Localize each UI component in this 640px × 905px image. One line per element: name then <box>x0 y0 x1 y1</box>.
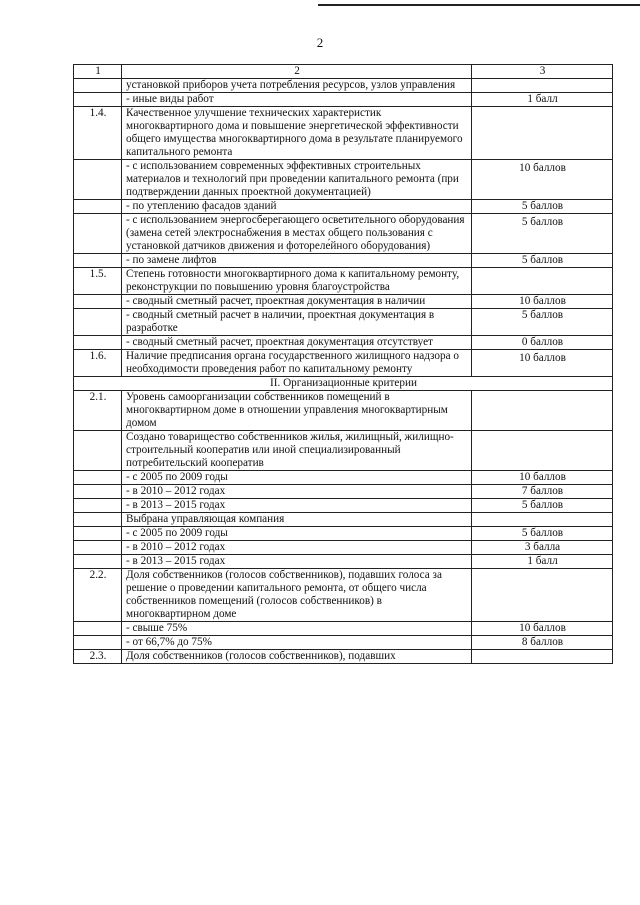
criterion-text: Доля собственников (голосов собственников), подавших голоса за решение о проведении капитального ремонта, от общего числа собственников помещений (голосов собственников) в многоквартирном доме <box>122 569 472 622</box>
row-number <box>74 79 122 93</box>
criterion-text: установкой приборов учета потребления ресурсов, узлов управления <box>122 79 472 93</box>
score-value: 10 баллов <box>472 295 613 309</box>
table-row <box>74 636 613 650</box>
criterion-text: - с использованием современных эффективных строительных материалов и технологий при проведении капитального ремонта (при подтверждении данных проектной документацией) <box>122 160 472 200</box>
row-number <box>74 431 122 471</box>
criterion-text: - с 2005 по 2009 годы <box>122 527 472 541</box>
row-number <box>74 295 122 309</box>
row-number <box>74 527 122 541</box>
criterion-text: - свыше 75% <box>122 622 472 636</box>
table-row <box>74 200 613 214</box>
score-value: 1 балл <box>472 93 613 107</box>
criterion-text: - в 2010 – 2012 годах <box>122 485 472 499</box>
criteria-table <box>73 64 613 664</box>
criterion-text: Уровень самоорганизации собственников помещений в многоквартирном доме в отношении управления многоквартирным домом <box>122 391 472 431</box>
criterion-text: - по замене лифтов <box>122 254 472 268</box>
criterion-text: - по утеплению фасадов зданий <box>122 200 472 214</box>
row-number <box>74 555 122 569</box>
row-number: 1.4. <box>74 107 122 160</box>
table-row <box>74 431 613 471</box>
criterion-text: Выбрана управляющая компания <box>122 513 472 527</box>
score-value: 10 баллов <box>472 160 613 200</box>
score-value <box>472 513 613 527</box>
row-number <box>74 214 122 254</box>
table-row <box>74 214 613 254</box>
criterion-text: - с использованием энергосберегающего осветительного оборудования (замена сетей электроснабжения в местах общего пользования с установкой датчиков движения и фотореле́йного оборудования) <box>122 214 472 254</box>
table-row <box>74 268 613 295</box>
table-row <box>74 350 613 377</box>
row-number: 1.5. <box>74 268 122 295</box>
score-value <box>472 268 613 295</box>
score-value <box>472 650 613 664</box>
score-value: 0 баллов <box>472 336 613 350</box>
table-row <box>74 499 613 513</box>
row-number: 2.3. <box>74 650 122 664</box>
row-number <box>74 160 122 200</box>
score-value <box>472 79 613 93</box>
criterion-text: - в 2013 – 2015 годах <box>122 499 472 513</box>
criterion-text: - в 2010 – 2012 годах <box>122 541 472 555</box>
criterion-text: Степень готовности многоквартирного дома к капитальному ремонту, реконструкции по повышению уровня благоустройства <box>122 268 472 295</box>
table-row <box>74 295 613 309</box>
section-heading-row <box>74 377 613 391</box>
criterion-text: Наличие предписания органа государственного жилищного надзора о необходимости проведения работ по капитальному ремонту <box>122 350 472 377</box>
row-number <box>74 636 122 650</box>
header-cell-3: 3 <box>472 65 613 79</box>
score-value: 3 балла <box>472 541 613 555</box>
score-value <box>472 107 613 160</box>
table-row <box>74 527 613 541</box>
score-value: 10 баллов <box>472 622 613 636</box>
criterion-text: Доля собственников (голосов собственников), подавших <box>122 650 472 664</box>
table-row <box>74 471 613 485</box>
score-value <box>472 391 613 431</box>
table-row <box>74 309 613 336</box>
table-row <box>74 79 613 93</box>
row-number: 1.6. <box>74 350 122 377</box>
table-row <box>74 107 613 160</box>
row-number <box>74 93 122 107</box>
row-number <box>74 541 122 555</box>
criterion-text: - от 66,7% до 75% <box>122 636 472 650</box>
criterion-text: - сводный сметный расчет, проектная документация в наличии <box>122 295 472 309</box>
criterion-text: - в 2013 – 2015 годах <box>122 555 472 569</box>
row-number <box>74 499 122 513</box>
row-number <box>74 513 122 527</box>
table-row <box>74 254 613 268</box>
score-value: 5 баллов <box>472 309 613 336</box>
table-row <box>74 93 613 107</box>
score-value: 5 баллов <box>472 254 613 268</box>
score-value <box>472 569 613 622</box>
score-value: 5 баллов <box>472 214 613 254</box>
scan-top-edge-line <box>318 4 640 6</box>
table-row <box>74 485 613 499</box>
section-heading: II. Организационные критерии <box>74 377 613 391</box>
score-value: 5 баллов <box>472 200 613 214</box>
page-number: 2 <box>316 35 324 50</box>
criterion-text: Качественное улучшение технических характеристик многоквартирного дома и повышение энергетической эффективности общего имущества многоквартирного дома в результате планируемого капитального ремонта <box>122 107 472 160</box>
row-number <box>74 485 122 499</box>
score-value: 5 баллов <box>472 499 613 513</box>
table-row <box>74 569 613 622</box>
criterion-text: - с 2005 по 2009 годы <box>122 471 472 485</box>
table-row <box>74 160 613 200</box>
row-number <box>74 471 122 485</box>
score-value: 10 баллов <box>472 350 613 377</box>
table-row <box>74 391 613 431</box>
header-cell-2: 2 <box>122 65 472 79</box>
table-row <box>74 541 613 555</box>
score-value: 1 балл <box>472 555 613 569</box>
table-row <box>74 336 613 350</box>
score-value: 7 баллов <box>472 485 613 499</box>
row-number: 2.2. <box>74 569 122 622</box>
row-number <box>74 309 122 336</box>
table-row <box>74 650 613 664</box>
row-number <box>74 200 122 214</box>
criterion-text: - иные виды работ <box>122 93 472 107</box>
criterion-text: - сводный сметный расчет в наличии, проектная документация в разработке <box>122 309 472 336</box>
table-row <box>74 622 613 636</box>
table-header-row <box>74 65 613 79</box>
score-value: 5 баллов <box>472 527 613 541</box>
score-value <box>472 431 613 471</box>
header-cell-1: 1 <box>74 65 122 79</box>
score-value: 8 баллов <box>472 636 613 650</box>
table-row <box>74 513 613 527</box>
table-row <box>74 555 613 569</box>
row-number: 2.1. <box>74 391 122 431</box>
score-value: 10 баллов <box>472 471 613 485</box>
row-number <box>74 622 122 636</box>
row-number <box>74 336 122 350</box>
row-number <box>74 254 122 268</box>
criterion-text: Создано товарищество собственников жилья, жилищный, жилищно-строительный кооператив или иной специализированный потребительский кооператив <box>122 431 472 471</box>
criterion-text: - сводный сметный расчет, проектная документация отсутствует <box>122 336 472 350</box>
